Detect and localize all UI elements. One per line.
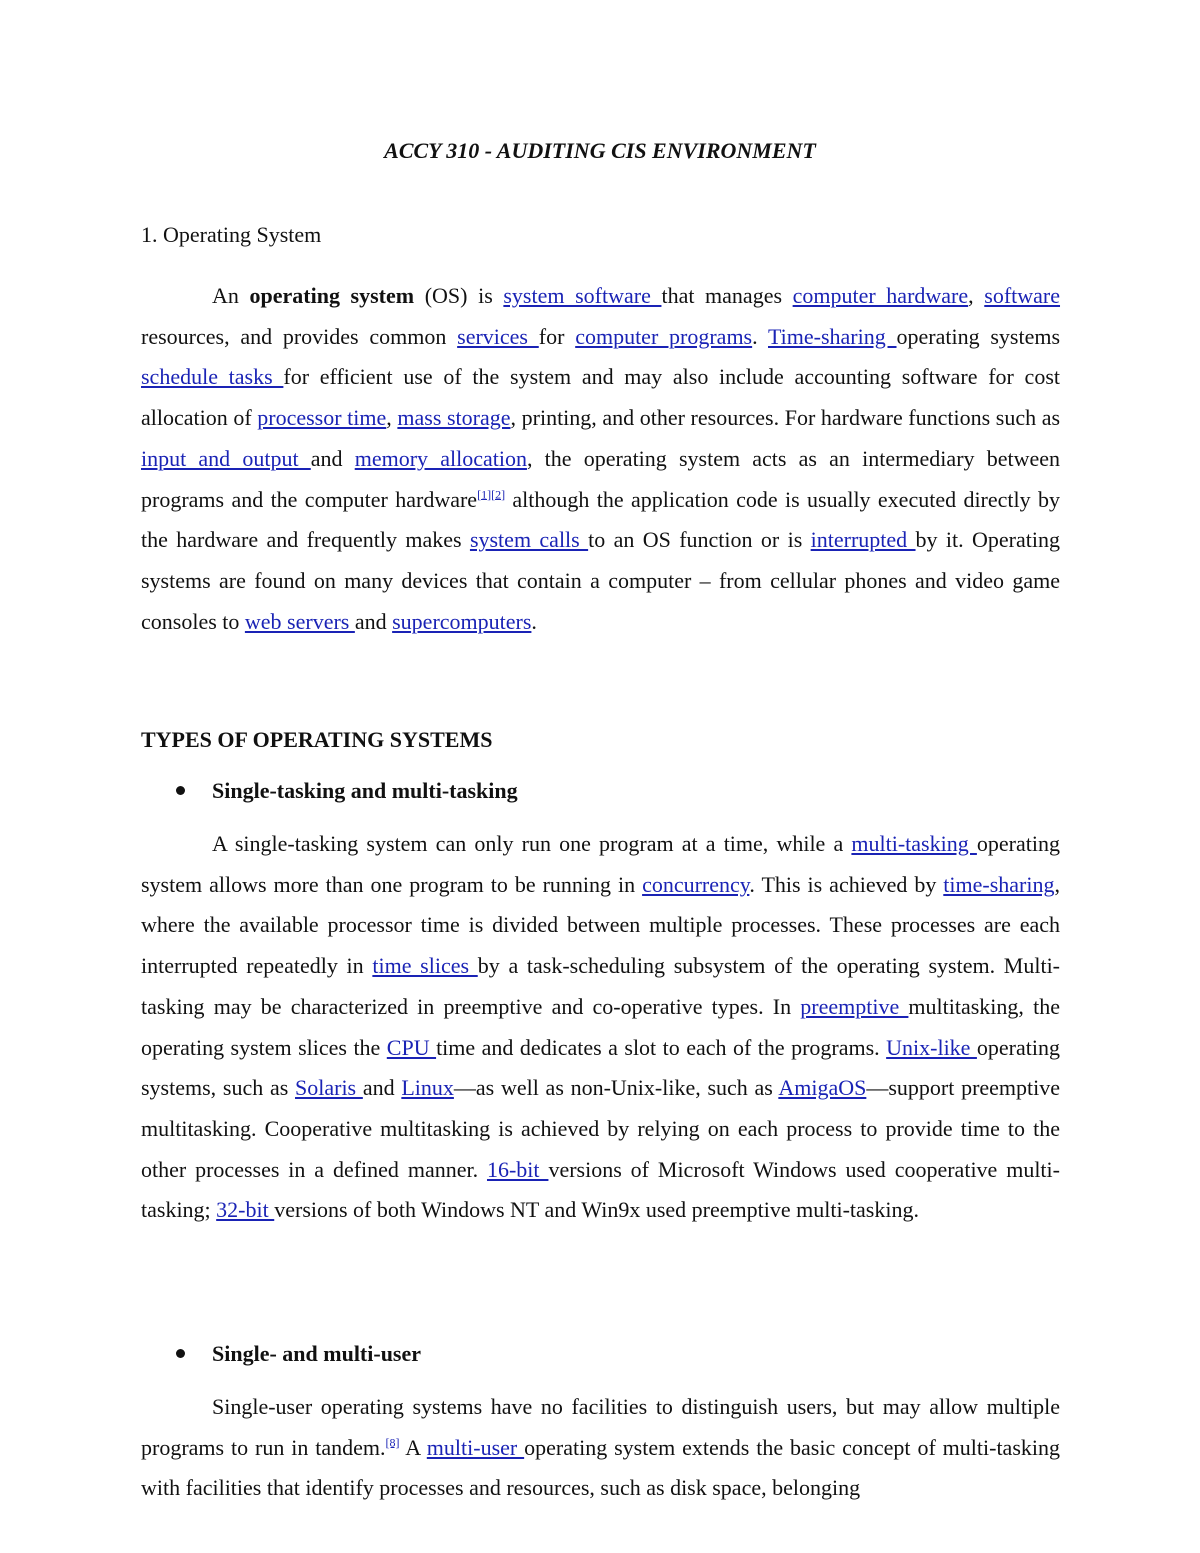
text-run: (OS) is <box>414 283 504 308</box>
link-unix-like[interactable]: Unix-like <box>886 1034 977 1060</box>
text-run: and <box>362 1075 402 1101</box>
link-32-bit[interactable]: 32-bit <box>216 1197 275 1223</box>
text-run: by it. Operating systems are found on many devices that contain a computer – from cellular phones and video game consoles to <box>141 527 1060 634</box>
text-run: versions of both Windows NT and Win9x used preemptive multi-tasking. <box>274 1197 919 1223</box>
link-processor-time[interactable]: processor time <box>257 405 387 431</box>
link-multi-tasking[interactable]: multi-tasking <box>851 831 977 856</box>
link-web-servers[interactable]: web servers <box>244 608 355 634</box>
text-run: Single-user operating systems have no facilities to distinguish users, but may allow multiple programs to run in tandem. <box>141 1394 1060 1460</box>
bullet-label: Single-tasking and multi-tasking <box>212 778 518 803</box>
text-run: that manages <box>661 283 793 308</box>
text-run: , <box>968 283 985 308</box>
link-amigaos[interactable]: AmigaOS <box>778 1075 867 1101</box>
document-title: ACCY 310 - AUDITING CIS ENVIRONMENT <box>384 138 816 163</box>
link-time-sharing-2[interactable]: time-sharing <box>943 871 1055 897</box>
text-run: —support preemptive multitasking. Cooperative multitasking is achieved by relying on each process to provide time to the other processes in a defined manner. <box>141 1075 1061 1182</box>
bullet-single-multi-tasking <box>141 778 518 804</box>
link-interrupted[interactable]: interrupted <box>810 527 916 553</box>
text-run: An <box>212 283 250 308</box>
link-schedule-tasks[interactable]: schedule tasks <box>141 364 284 390</box>
section-heading-operating-system: 1. Operating System <box>141 222 322 247</box>
link-solaris[interactable]: Solaris <box>295 1075 363 1101</box>
text-run: versions of Microsoft Windows used cooperative multi-tasking; <box>141 1156 1060 1223</box>
text-run: resources, and provides common <box>141 323 458 349</box>
text-run: although the application code is usually executed directly by the hardware and frequently makes <box>141 486 1060 553</box>
text-run: . This is achieved by <box>749 871 944 897</box>
text-run: , the operating system acts as an intermediary between programs and the computer hardware <box>141 445 1060 512</box>
link-linux[interactable]: Linux <box>401 1075 454 1101</box>
text-run: for efficient use of the system and may also include accounting software for cost allocation of <box>141 364 1060 431</box>
link-concurrency[interactable]: concurrency <box>642 871 750 897</box>
link-computer-hardware[interactable]: computer hardware <box>792 283 969 308</box>
link-time-slices[interactable]: time slices <box>372 953 478 979</box>
text-run: —as well as non-Unix-like, such as <box>453 1075 779 1101</box>
text-run: operating systems <box>896 323 1061 349</box>
footnote-ref-1-2[interactable]: [1][2] <box>477 487 506 502</box>
text-run: operating systems, such as <box>141 1034 1060 1101</box>
text-run: and <box>354 608 393 634</box>
text-run: , where the available processor time is divided between multiple processes. These processes are each interrupted repeatedly in <box>141 871 1060 979</box>
bullet-icon <box>176 786 185 795</box>
text-run: . <box>531 608 537 634</box>
bold-term: operating system <box>249 283 415 308</box>
text-run: and <box>310 445 355 471</box>
intro-paragraph <box>141 276 1060 642</box>
link-input-and-output[interactable]: input and output <box>141 445 311 471</box>
text-run: . <box>752 323 768 349</box>
link-time-sharing[interactable]: Time-sharing <box>768 323 897 349</box>
link-software[interactable]: software <box>984 283 1061 308</box>
text-run: operating system allows more than one program to be running in <box>141 831 1060 897</box>
section-title-types: TYPES OF OPERATING SYSTEMS <box>141 727 493 752</box>
text-run: by a task-scheduling subsystem of the operating system. Multi-tasking may be characterized in preemptive and co-operative types. In <box>141 953 1061 1019</box>
multiuser-paragraph <box>141 1387 1060 1509</box>
link-16-bit[interactable]: 16-bit <box>486 1156 549 1182</box>
link-services[interactable]: services <box>457 323 539 349</box>
multitasking-paragraph <box>141 824 1060 1231</box>
bullet-single-multi-user <box>141 1341 421 1367</box>
text-run: to an OS function or is <box>588 527 811 553</box>
link-system-calls[interactable]: system calls <box>469 527 589 553</box>
link-supercomputers[interactable]: supercomputers <box>392 608 532 634</box>
text-run: , printing, and other resources. For hardware functions such as <box>510 405 1061 431</box>
text-run: multitasking, the operating system slices the <box>141 993 1060 1060</box>
text-run: for <box>538 323 576 349</box>
link-system-software[interactable]: system software <box>503 283 662 308</box>
link-memory-allocation[interactable]: memory allocation <box>354 445 527 471</box>
footnote-ref-8[interactable]: [8] <box>385 1435 400 1450</box>
link-preemptive[interactable]: preemptive <box>800 993 909 1019</box>
link-mass-storage[interactable]: mass storage <box>397 405 511 431</box>
bullet-icon <box>176 1349 185 1358</box>
text-run: operating system extends the basic concept of multi-tasking with facilities that identify processes and resources, such as disk space, belonging <box>141 1434 1060 1501</box>
text-run: , <box>386 405 398 431</box>
text-run: A <box>399 1434 427 1460</box>
text-run: A single-tasking system can only run one program at a time, while a <box>212 831 852 856</box>
bullet-label: Single- and multi-user <box>212 1341 422 1366</box>
link-cpu[interactable]: CPU <box>386 1034 437 1060</box>
link-multi-user[interactable]: multi-user <box>426 1434 525 1460</box>
link-computer-programs[interactable]: computer programs <box>575 323 753 349</box>
text-run: time and dedicates a slot to each of the programs. <box>436 1034 887 1060</box>
